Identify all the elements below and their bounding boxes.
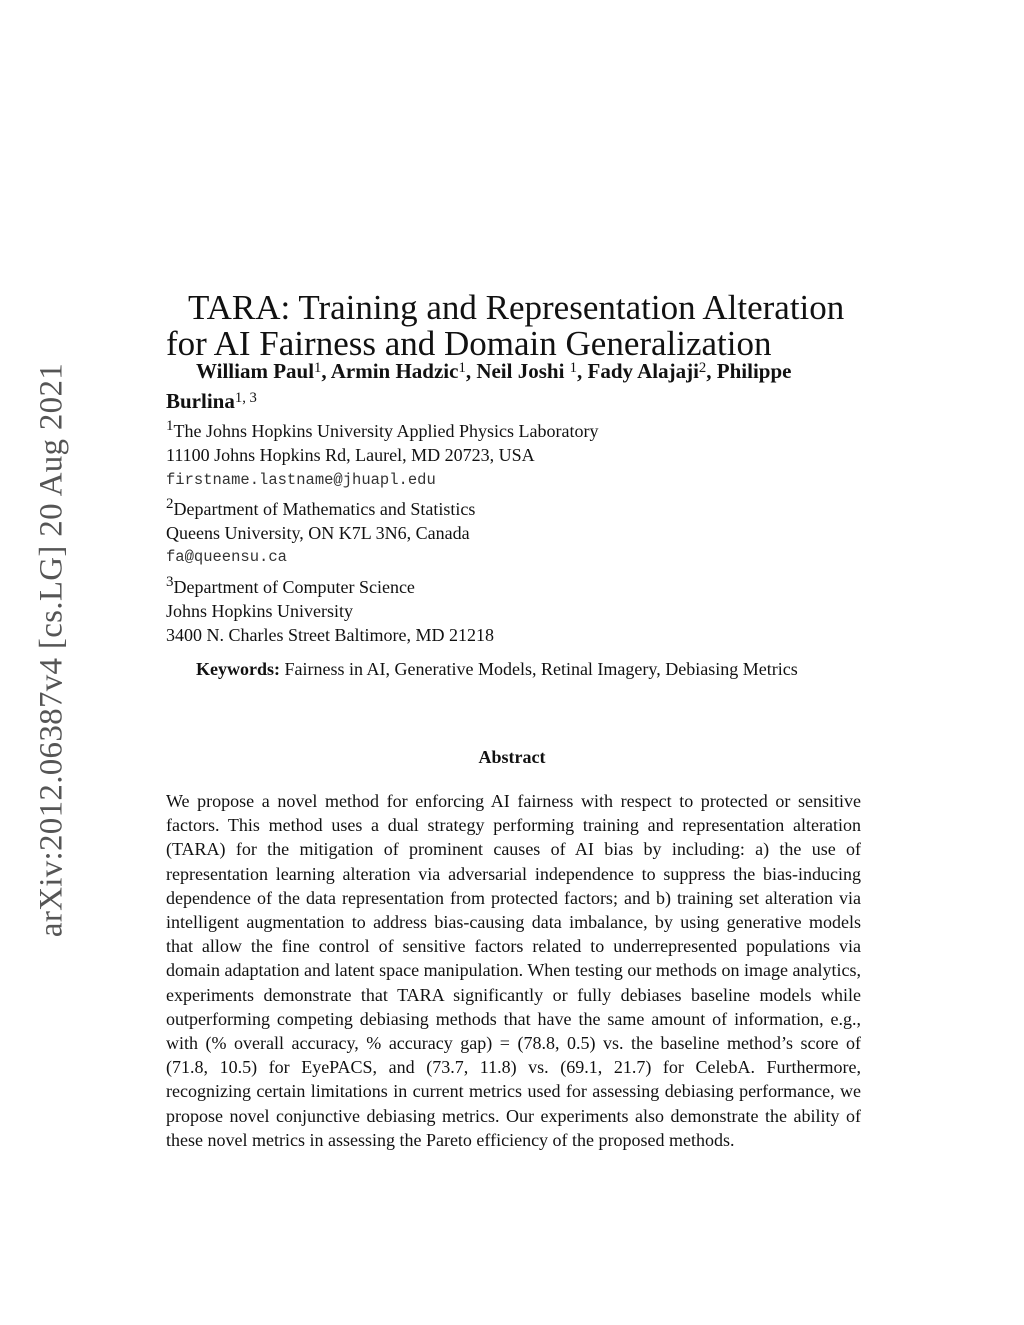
affiliation-mark: 3	[166, 573, 174, 590]
author-name: Armin Hadzic	[330, 359, 459, 383]
affiliation-dept: The Johns Hopkins University Applied Physics Laboratory	[173, 421, 599, 441]
affiliation-3	[166, 570, 866, 599]
paper-title-line-1: TARA: Training and Representation Alteration	[188, 288, 845, 327]
affiliation-address: Johns Hopkins University	[166, 601, 354, 622]
affiliation-address: 11100 Johns Hopkins Rd, Laurel, MD 20723, USA	[166, 445, 535, 466]
abstract-heading: Abstract	[478, 747, 546, 767]
affiliation-address: Queens University, ON K7L 3N6, Canada	[166, 523, 470, 544]
abstract-body: We propose a novel method for enforcing AI fairness with respect to protected or sensitive factors. This method uses a dual strategy performing training and representation alteration (TARA) for the mitigation of prominent causes of AI bias by including: a) the use of representation learning alteration via adversarial independence to suppress the bias-inducing dependence of the data representation from protected factors; and b) training set alteration via intelligent augmentation to address bias-causing data imbalance, by using generative models that allow the fine control of sensitive factors related to underrepresented populations via domain adaptation and latent space manipulation. When testing our methods on image analytics, experiments demonstrate that TARA significantly or fully debiases baseline models while outperforming competing debiasing methods that have the same amount of information, e.g., with (% overall accuracy, % accuracy gap) = (78.8, 0.5) vs. the baseline method’s score of (71.8, 10.5) for EyePACS, and (73.7, 11.8) vs. (69.1, 21.7) for CelebA. Furthermore, recognizing certain limitations in current metrics used for assessing debiasing performance, we propose novel conjunctive debiasing metrics. Our experiments also demonstrate the ability of these novel metrics in assessing the Pareto efficiency of the proposed methods.	[166, 791, 861, 1150]
affiliation-list	[166, 414, 866, 648]
author-name: Philippe	[716, 359, 792, 383]
affiliation-1	[166, 414, 866, 443]
author-affiliation-mark: 2	[698, 360, 707, 376]
affiliation-mark: 2	[166, 495, 174, 512]
arxiv-identifier: arXiv:2012.06387v4 [cs.LG] 20 Aug 2021	[33, 362, 70, 938]
affiliation-dept: Department of Mathematics and Statistics	[173, 498, 476, 519]
author-name: Burlina	[166, 389, 235, 413]
keywords-label: Keywords:	[196, 659, 280, 679]
author-list: William Paul$^1$, Armin Hadzic$^1$, Neil Joshi $^1$, Fady Alajaji$^2$, Philippe Burlina$^{1, 3}$	[166, 359, 792, 413]
keywords	[196, 656, 896, 682]
affiliation-2	[166, 492, 866, 521]
author-name: Neil Joshi	[476, 359, 565, 383]
author-affiliation-mark: 1	[569, 360, 577, 376]
affiliation-mark: 1	[166, 418, 174, 434]
author-affiliation-mark: 1, 3	[234, 390, 257, 406]
author-name: William Paul	[196, 359, 315, 383]
affiliation-email: fa@queensu.ca	[166, 548, 287, 567]
keywords-text: Fairness in AI, Generative Models, Retinal Imagery, Debiasing Metrics	[284, 659, 798, 679]
paper-title-line-2: for AI Fairness and Domain Generalization	[166, 324, 772, 363]
author-affiliation-mark: 1	[458, 360, 466, 376]
paper-title	[166, 290, 866, 362]
affiliation-email: firstname.lastname@jhuapl.edu	[166, 470, 436, 489]
affiliation-dept: Department of Computer Science	[173, 576, 415, 597]
affiliation-address: 3400 N. Charles Street Baltimore, MD 21218	[166, 625, 494, 646]
author-name: Fady Alajaji	[587, 359, 699, 383]
author-affiliation-mark: 1	[314, 360, 322, 376]
